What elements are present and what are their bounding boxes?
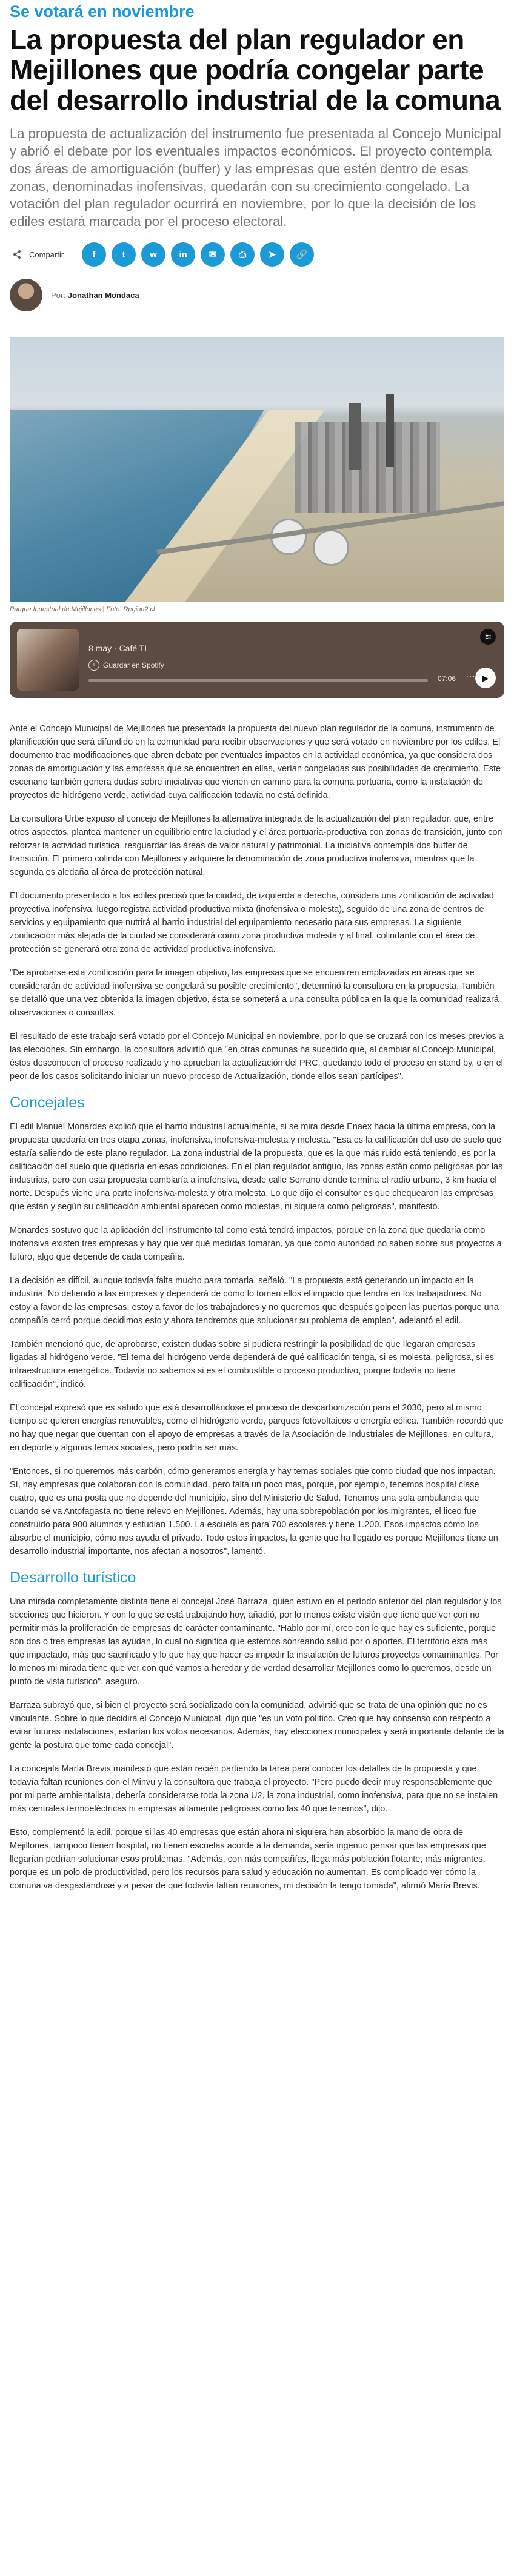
body-paragraph: El concejal expresó que es sabido que está desarrollándose el proceso de descarbonización para el 2030, pero al mismo tiempo se quieren energías renovables, como el hidrógeno verde, parques fotovoltaicos o energía eólica. También recordó que no hay que negar que cuentan con el apoyo de empresas a través de la Asociación de Industriales de Mejillones, en cultura, en deporte y algunos temas sociales, pero podría ser más.	[10, 1403, 504, 1453]
body-paragraph: Monardes sostuvo que la aplicación del instrumento tal como está tendrá impactos, porque en la zona que quedaría como inofensiva existen tres empresas y hay que ver qué medidas tomarán, ya que como autoridad no saben sobre sus proyectos a futuro, algo que depende de cada compañía.	[10, 1226, 502, 1262]
photo-industrial-plant	[295, 422, 440, 513]
print-icon: ⎙	[239, 249, 247, 260]
copy-link-button[interactable]	[290, 242, 314, 267]
podcast-duration: 07:06	[438, 674, 456, 683]
article-headline: La propuesta del plan regulador en Mejillones que podría congelar parte del desarrollo industrial de la comuna	[10, 24, 501, 116]
photo-chimney	[386, 394, 394, 467]
subhead-desarrollo-turistico: Desarrollo turístico	[10, 1569, 136, 1586]
whatsapp-share-button[interactable]	[141, 242, 165, 267]
body-paragraph: Una mirada completamente distinta tiene el concejal José Barraza, quien estuvo en el período anterior del plan regulador y los secciones que hicieron. Y con lo que se está trabajando hoy, añadió, por lo menos existe visión que tiene que ver con no permitir más la proliferación de empresas de carácter contaminante. "Hablo por mí, creo con lo que hay es suficiente, porque son dos o tres empresas las ayudan, lo cual no significa que estemos sonreando salud por o aportes. El territorio está más que impactado, más que sacrificado y lo que hay que hacer es impedir la instalación de futuros proyectos contaminantes. Por lo menos mi mirada tiene que ver con qué vamos a heredar y de verdad desarrollar Mejillones como lo queremos, desde un punto de vista turístico", aseguró.	[10, 1597, 502, 1687]
facebook-share-button[interactable]	[82, 242, 106, 267]
plus-icon: +	[88, 660, 99, 671]
body-paragraph: El documento presentado a los ediles precisó que la ciudad, de izquierda a derecha, considera una zonificación de actividad proyectiva inofensiva, luego registra actividad productiva mixta (inofensiva o molesta), seguido de una zona de centros de servicios y equipamiento que nutrirá al barrio industrial del equipamiento necesario para sus empresas. La siguiente zonificación más alejada de la ciudad se considerará como zona productiva molesta y al final, colindante con el área de protección se generará otra zona de actividad productiva inofensiva.	[10, 891, 494, 954]
article-body	[10, 722, 504, 1893]
photo-tank	[313, 529, 349, 566]
body-paragraph: Barraza subrayó que, si bien el proyecto será socializado con la comunidad, advirtió que se trata de una opinión que no es vinculante. Sobre lo que decidirá el Concejo Municipal, dijo que "es un voto político. Creo que hay consenso con respecto a evitar futuras instalaciones, estarían los votos necesarios. Además, hay elecciones municipales y será importante delante de la gente la postura que tome cada concejal".	[10, 1701, 504, 1750]
print-button[interactable]	[230, 242, 255, 267]
share-icon[interactable]	[10, 247, 24, 262]
share-bar	[10, 240, 504, 269]
author-prefix: Por:	[51, 290, 65, 300]
body-paragraph: La consultora Urbe expuso al concejo de Mejillones la alternativa integrada de la actualización del plan regulador, que, entre otros aspectos, plantea mantener un equilibrio entre la ciudad y el área portuaria-productiva con zonas de transición, junto con reforzar la actividad turística, resguardar las áreas de valor natural y patrimonial. La iniciativa contempla dos buffer de transición. El primero colinda con Mejillones y adquiere la denominación de zona productiva inofensiva, mientras que la segunda es aledaña al área de protección natural.	[10, 814, 502, 877]
subhead-concejales: Concejales	[10, 1094, 85, 1111]
author-avatar	[10, 279, 42, 311]
spotify-embed-player[interactable]	[10, 622, 504, 698]
body-paragraph: El resultado de este trabajo será votado por el Concejo Municipal en noviembre, por lo que se cruzará con los meses previos a las elecciones. Sin embargo, la consultora advirtió que "en otras comunas ha sucedido que, al cambiar al Concejo Municipal, éstos desconocen el proceso realizado y no aprueban la actualización del PRC, quedando todo el proceso en stand by, o en el peor de los casos solicitando iniciar un nuevo proceso de Actualización, donde ellos sean partícipes".	[10, 1032, 504, 1081]
twitter-icon: t	[122, 249, 125, 260]
podcast-cover	[17, 629, 79, 691]
progress-track[interactable]	[88, 679, 428, 682]
play-button[interactable]: ▶	[475, 668, 496, 688]
body-paragraph: Ante el Concejo Municipal de Mejillones fue presentada la propuesta del nuevo plan regulador de la comuna, instrumento de planificación que será difundido en la comunidad para recibir observaciones y que será votado en noviembre por los ediles. El documento trae modificaciones que abren debate por eventuales impactos en la actividad económica, ya que considera dos zonas de amortiguación y las empresas que se encuentren en ellas, verían congeladas sus posibilidades de crecimiento. Este escenario también genera dudas sobre iniciativas que vienen en camino para la comuna portuaria, como la instalación de proyectos de hidrógeno verde, actividad cuya calificación todavía no está definida.	[10, 724, 501, 800]
article-summary: La propuesta de actualización del instrumento fue presentada al Concejo Municipal y abrió el debate por los eventuales impactos económicos. El proyecto contempla dos áreas de amortiguación (buffer) y las empresas que estén dentro de esas zonas, denominadas inofensivas, quedarán con su crecimiento congelado. La votación del plan regulador ocurrirá en noviembre, por lo que la decisión de los ediles estará marcada por el proceso electoral.	[10, 126, 501, 229]
email-share-button[interactable]	[201, 242, 225, 267]
link-icon: 🔗	[296, 250, 308, 260]
podcast-date: 8 may · Café TL	[88, 643, 150, 653]
author-byline	[10, 277, 504, 313]
body-paragraph: Esto, complementó la edil, porque si las 40 empresas que están ahora ni siquiera han absorbido la mano de obra de Mejillones, tampoco tienen hospital, no tienen escuelas acorde a la demanda, sería ingenuo pensar que las empresas que llegarían podrían solucionar esos problemas. "Además, con más compañías, llega más población flotante, más migrantes, porque es un polo de productividad, pero los recursos para salud y educación no aumentan. Es complicado ver cómo la comuna va desgastándose y a pesar de que todavía faltan reuniones, mi decisión la tengo tomada", afirmó María Brevis.	[10, 1828, 486, 1891]
photo-chimney	[349, 403, 361, 470]
article-page	[0, 2, 514, 1893]
body-paragraph: La concejala María Brevis manifestó que están recién partiendo la tarea para conocer los detalles de la propuesta y que todavía faltan reuniones con el Minvu y la consultora que trabaja el proyecto. "Pero puedo decir muy responsablemente que por mi parte ambientalista, debería considerarse toda la zona U2, la zona industrial, como inofensiva, para que no se instalen más centrales termoeléctricas ni empresas altamente peligrosas como las 40 que tenemos", dijo.	[10, 1764, 498, 1814]
article-kicker: Se votará en noviembre	[10, 2, 195, 21]
telegram-icon: ➤	[268, 250, 276, 260]
twitter-share-button[interactable]	[112, 242, 136, 267]
spotify-icon[interactable]: ≋	[480, 629, 496, 645]
telegram-share-button[interactable]	[260, 242, 284, 267]
body-paragraph: También mencionó que, de aprobarse, existen dudas sobre si pudiera restringir la posibilidad de que llegaran empresas ligadas al hidrógeno verde. "El tema del hidrógeno verde dependerá de qué calificación tenga, si es molesta, peligrosa, si es infraestructura energética. Todavía no sabemos si es el combustible o proceso productivo, porque todavía no tiene calificación", indicó.	[10, 1339, 495, 1389]
linkedin-icon: in	[179, 249, 187, 260]
article-photo	[10, 337, 504, 602]
body-paragraph: La decisión es difícil, aunque todavía falta mucho para tomarla, señaló. "La propuesta está generando un impacto en la industria. No defiendo a las empresas y dependerá de cómo lo tomen ellos el impacto que tendrá en los trabajadores. No estoy a favor de las empresas, estoy a favor de los trabajadores y no queremos que después golpeen las puertas porque una compañía cerró porque decidimos esto y ahora tendremos que solucionar su problema de empleo", adelantó el edil.	[10, 1276, 499, 1326]
facebook-icon: f	[92, 249, 96, 260]
save-on-spotify-label: Guardar en Spotify	[103, 661, 164, 669]
email-icon: ✉	[209, 250, 217, 260]
body-paragraph: El edil Manuel Monardes explicó que el barrio industrial actualmente, si se mira desde Enaex hacia la última empresa, con la propuesta quedaría en tres etapa zonas, inofensiva, inofensiva-molesta y molesta. "Esa es la calificación del uso de suelo que estaría saliendo de este plano regulador. La zona industrial de la propuesta, que es la que más ruido está teniendo, es por la calificación del suelo que quedaría en esas condiciones. En el plan regulador antiguo, las zonas están como peligrosas por las industrias, pero con esta propuesta cambiaría a inofensiva, desde calle Serrano donde termina el radio urbano, 3 km hacia el norte. Después viene una parte inofensiva-molesta y otra molesta. Lo que dijo el consultor es que chequearon las empresas que están y según su calificación ambiental aparecen como molestas, ni siquiera como peligrosas", manifestó.	[10, 1122, 503, 1212]
whatsapp-icon: w	[150, 249, 157, 260]
save-on-spotify[interactable]	[88, 660, 164, 671]
author-name[interactable]: Jonathan Mondaca	[67, 290, 139, 300]
body-paragraph: "De aprobarse esta zonificación para la imagen objetivo, las empresas que se encuentren emplazadas en áreas que se considerarán de actividad inofensiva se congelará su posible crecimiento", determinó la consultora en la propuesta. También se detalló que una vez obtenida la imagen objetivo, ésta se someterá a una consulta pública en la que la comunidad realizará observaciones o consultas.	[10, 968, 499, 1018]
body-paragraph: "Entonces, si no queremos más carbón, cómo generamos energía y hay temas sociales que como ciudad que nos impactan. Sí, hay empresas que colaboran con la comunidad, pero falta un poco más, porque, por ejemplo, tenemos hospital clase cuatro, que es una posta que no depende del municipio, sino del Ministerio de Salud. Tenemos una sola ambulancia que cuando se va Antofagasta no tiene relevo en Mejillones. Además, hay una sobrepoblación por los migrantes, el liceo fue construido para 900 alumnos y estudian 1.500. La escuela es para 700 escolares y tiene 1.200. Esos impactos cómo los absorbe el municipio, cómo nos ayuda el privado. Todo estos impactos, la gente que ha llegado es porque Mejillones tiene un desarrollo industrial importante, nos afectan a nosotros", lamentó.	[10, 1467, 498, 1556]
share-label: Compartir	[29, 250, 64, 259]
linkedin-share-button[interactable]	[171, 242, 195, 267]
more-options-icon[interactable]: ···	[466, 671, 475, 682]
photo-caption: Parque Industrial de Mejillones | Foto: Region2.cl	[10, 606, 155, 613]
